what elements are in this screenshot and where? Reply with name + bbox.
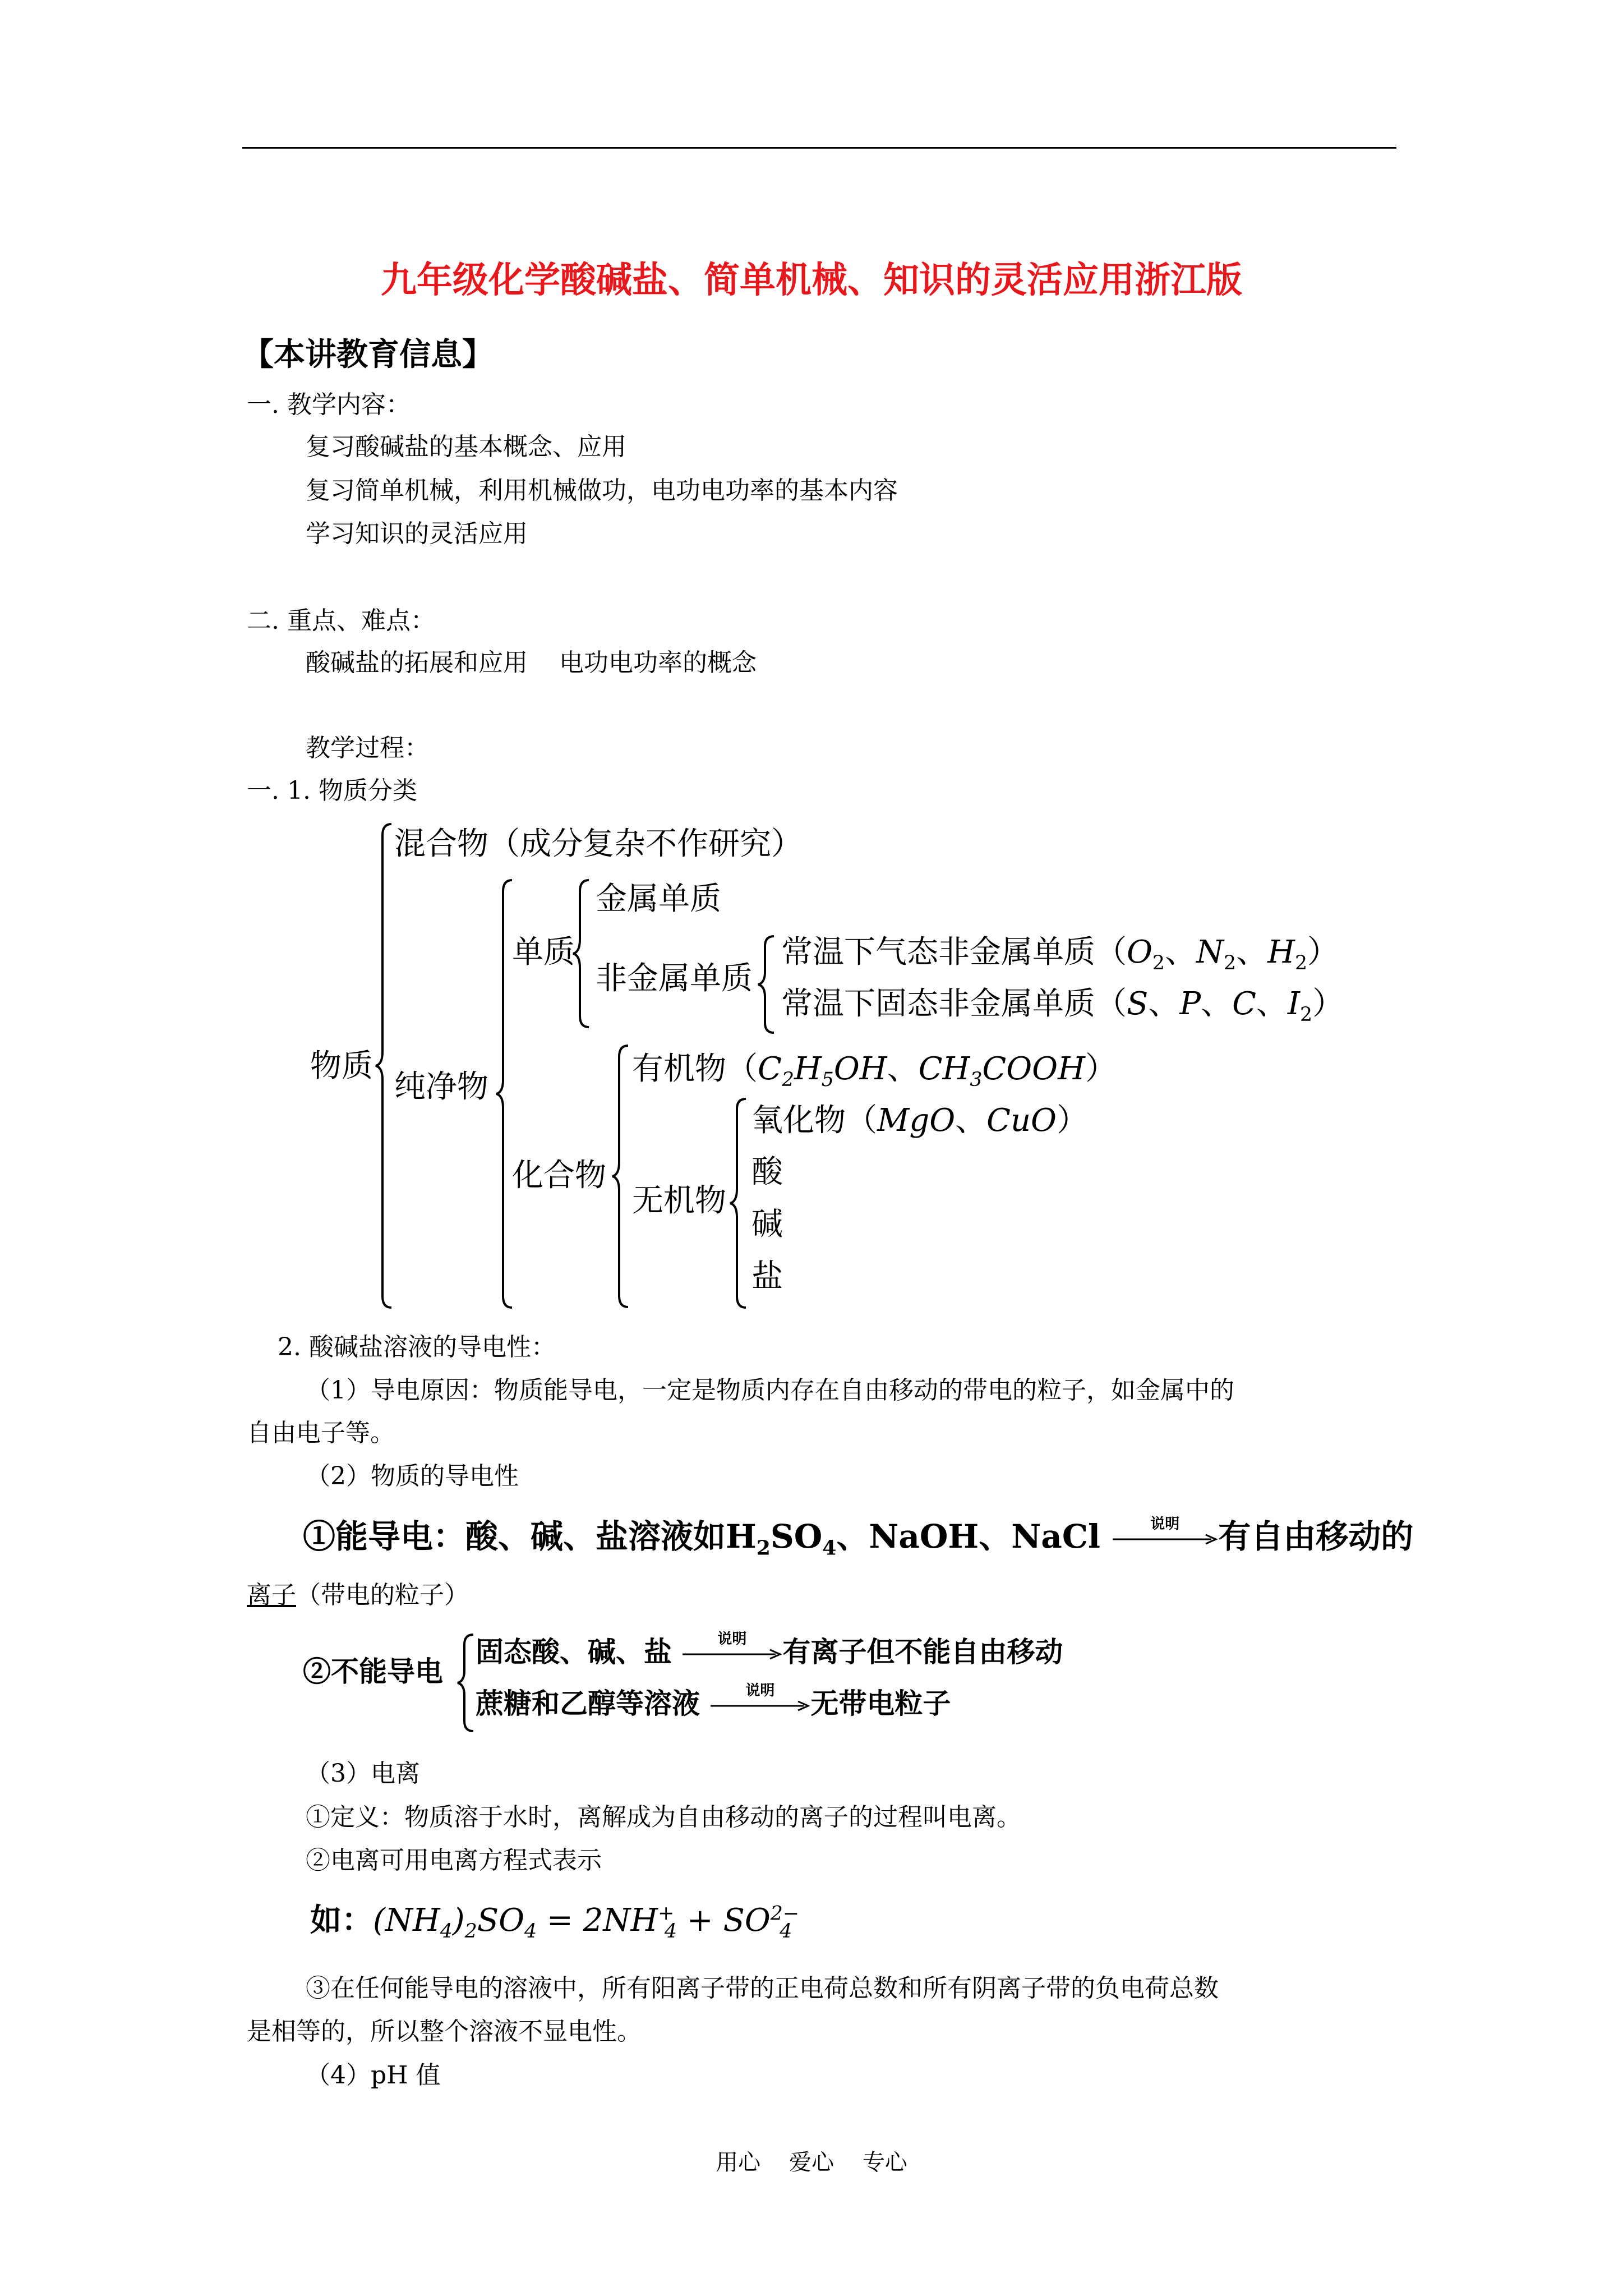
- explain-arrow-2: [681, 1631, 782, 1660]
- cannot-2-line: [476, 1682, 951, 1720]
- h2so4-h: H: [726, 1517, 757, 1556]
- tree-solid-nonmetal: [781, 986, 1344, 1027]
- explain-arrow-2-label: 说明: [717, 1631, 747, 1648]
- solid-c: C: [1232, 986, 1256, 1022]
- cannot-conduct-label: ②不能导电: [303, 1655, 443, 1688]
- oxide-mgo: MgO: [877, 1102, 956, 1139]
- oxide-cuo: CuO: [986, 1102, 1057, 1139]
- section-header: 【本讲教育信息】: [242, 336, 494, 373]
- explain-arrow-3: [709, 1682, 810, 1711]
- tree-organic: [632, 1051, 1117, 1092]
- gas-h-sub: 2: [1294, 952, 1308, 975]
- process-sub1: 一. 1. 物质分类: [247, 776, 417, 805]
- brace-element: [572, 878, 594, 1029]
- oxide-label: 氧化物（: [751, 1102, 877, 1139]
- brace-root: [375, 822, 397, 1310]
- h2so4-so: SO: [770, 1517, 823, 1556]
- gas-nonmetal-label: 常温下气态非金属单质（: [781, 934, 1127, 970]
- solid-sep-1: 、: [1148, 986, 1180, 1022]
- gas-close: ）: [1307, 934, 1339, 970]
- cannot-1-result: 有离子但不能自由移动: [782, 1635, 1063, 1668]
- oxide-sep: 、: [955, 1102, 987, 1139]
- tree-nonmetal-element: 非金属单质: [596, 960, 753, 997]
- brace-nonmetal: [757, 934, 780, 1035]
- conduct-prop: （2）物质的导电性: [306, 1462, 519, 1490]
- page-footer: 用心 爱心 专心: [716, 2150, 907, 2175]
- ion-word: 离子: [247, 1581, 296, 1609]
- brace-compound: [611, 1043, 634, 1310]
- ion-line: [247, 1583, 469, 1608]
- can-prefix: ①能导电：酸、碱、盐溶液如: [303, 1517, 726, 1556]
- tree-root: 物质: [310, 1048, 373, 1084]
- conduct-reason-b: 自由电子等。: [247, 1419, 395, 1447]
- solid-sep-2: 、: [1201, 986, 1233, 1022]
- eq-prefix: 如：: [310, 1902, 373, 1939]
- cannot-1-line: [476, 1631, 1063, 1668]
- h2so4-sub4: 4: [822, 1536, 837, 1560]
- can-result: 有自由移动的: [1218, 1517, 1414, 1556]
- ionization-equation: [310, 1902, 799, 1943]
- tree-compound: 化合物: [512, 1157, 606, 1194]
- ionization-heading: （3）电离: [306, 1759, 420, 1788]
- header-rule: [242, 147, 1396, 149]
- tree-gas-nonmetal: [781, 934, 1339, 975]
- ionization-eq-intro: ②电离可用电离方程式表示: [306, 1846, 602, 1875]
- part1-line-1: 复习酸碱盐的基本概念、应用: [306, 432, 626, 461]
- solid-sep-3: 、: [1256, 986, 1288, 1022]
- ionization-def: ①定义：物质溶于水时，离解成为自由移动的离子的过程叫电离。: [306, 1803, 1021, 1832]
- tree-oxide: [751, 1102, 1088, 1139]
- eq-formula: $(NH_4)_2SO_4 = 2NH^+_4 + SO^{2-}_4$: [373, 1902, 799, 1943]
- cannot-2-result: 无带电粒子: [810, 1687, 951, 1720]
- solid-p: P: [1179, 986, 1201, 1022]
- part1-line-2: 复习简单机械，利用机械做功，电功电功率的基本内容: [306, 476, 898, 505]
- part1-line-3: 学习知识的灵活应用: [306, 519, 528, 548]
- gas-sep-1: 、: [1165, 934, 1197, 970]
- conduct-heading: 2. 酸碱盐溶液的导电性：: [278, 1333, 556, 1361]
- gas-o: O: [1127, 934, 1152, 970]
- tree-acid: 酸: [751, 1154, 783, 1190]
- organic-close: ）: [1085, 1051, 1117, 1087]
- tree-pure: 纯净物: [394, 1069, 488, 1105]
- cannot-1: 固态酸、碱、盐: [476, 1635, 672, 1668]
- h2so4-sub2: 2: [756, 1536, 771, 1560]
- gas-n: N: [1196, 934, 1224, 970]
- oxide-close: ）: [1056, 1102, 1088, 1139]
- process-heading: 教学过程：: [306, 734, 429, 762]
- organic-formula-2: $CH_3COOH$: [918, 1051, 1085, 1092]
- organic-sep: 、: [887, 1051, 919, 1087]
- ionization-neutral-b: 是相等的，所以整个溶液不显电性。: [247, 2017, 642, 2046]
- part2-heading: 二. 重点、难点：: [247, 606, 435, 635]
- gas-n-sub: 2: [1224, 952, 1237, 975]
- ion-note: （带电的粒子）: [296, 1581, 469, 1609]
- ph-heading: （4）pH 值: [306, 2061, 441, 2090]
- tree-element: 单质: [512, 934, 575, 970]
- solid-i-sub: 2: [1300, 1004, 1313, 1027]
- gas-o-sub: 2: [1152, 952, 1165, 975]
- solid-nonmetal-label: 常温下固态非金属单质（: [781, 986, 1127, 1022]
- ionization-neutral-a: ③在任何能导电的溶液中，所有阳离子带的正电荷总数和所有阴离子带的负电荷总数: [306, 1974, 1219, 2003]
- solid-s: S: [1127, 986, 1149, 1022]
- explain-arrow-3-label: 说明: [745, 1682, 775, 1699]
- brace-inorganic: [729, 1097, 751, 1310]
- gas-sep-2: 、: [1236, 934, 1268, 970]
- tree-inorganic: 无机物: [632, 1182, 726, 1219]
- page-title: 九年级化学酸碱盐、简单机械、知识的灵活应用浙江版: [381, 259, 1242, 301]
- organic-formulas: $C_2H_5OH$: [758, 1051, 887, 1092]
- solid-close: ）: [1312, 986, 1344, 1022]
- tree-mixture: 混合物（成分复杂不作研究）: [394, 826, 803, 862]
- can-rest: 、NaOH、NaCl: [836, 1517, 1101, 1556]
- cannot-2: 蔗糖和乙醇等溶液: [476, 1687, 700, 1720]
- explain-arrow-1-label: 说明: [1150, 1516, 1180, 1533]
- tree-salt: 盐: [751, 1258, 783, 1295]
- part2-line: 酸碱盐的拓展和应用 电功电功率的概念: [306, 648, 757, 677]
- gas-h: H: [1267, 934, 1295, 970]
- can-conduct-line: [303, 1516, 1414, 1560]
- conduct-reason-a: （1）导电原因：物质能导电，一定是物质内存在自由移动的带电的粒子，如金属中的: [306, 1376, 1234, 1405]
- tree-metal-element: 金属单质: [596, 881, 721, 917]
- tree-base: 碱: [751, 1206, 783, 1243]
- organic-label: 有机物（: [632, 1051, 758, 1087]
- part1-heading: 一. 教学内容：: [247, 390, 411, 419]
- solid-i: I: [1287, 986, 1301, 1022]
- explain-arrow-1: [1112, 1516, 1218, 1545]
